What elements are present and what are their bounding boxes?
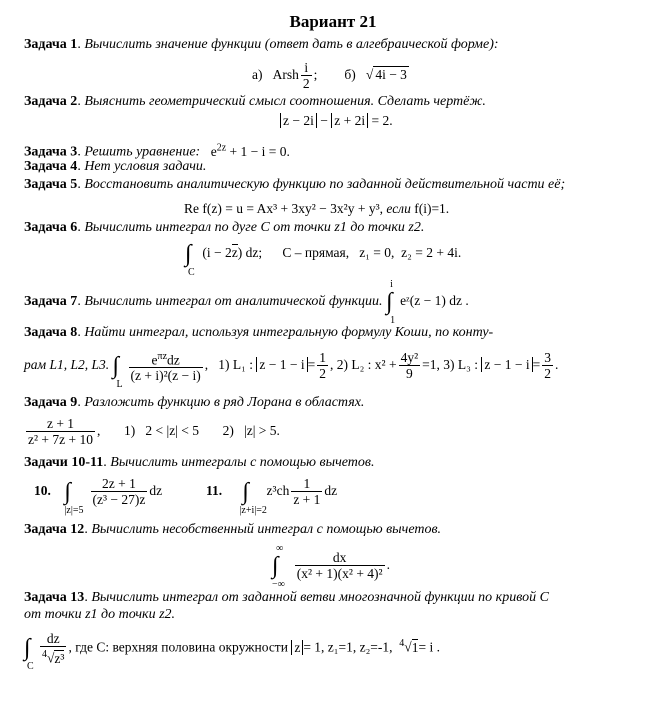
task-label: Задача 2: [24, 94, 78, 109]
task-description: Вычислить интегралы с помощью вычетов.: [110, 455, 375, 470]
task-1-heading: Задача 1. Вычислить значение функции (ответ дать в алгебраической форме):: [24, 37, 499, 52]
integral-sign: ∫ |z+i|=2: [239, 478, 267, 516]
task-9-formula: $\frac{z + 1}{\text{z² + 7z + 10}}$ , 1) 2 < |z| < 5 2) |z| > 5.: [28, 416, 280, 448]
task-12-heading: Задача 12. Вычислить несобственный интеграл с помощью вычетов.: [24, 522, 442, 537]
task-label: Задача 9: [24, 395, 78, 410]
task-label: Задача 1: [24, 37, 78, 52]
task-description: Решить уравнение:: [84, 144, 201, 160]
task-9-heading: Задача 9. Разложить функцию в ряд Лорана в областях.: [24, 395, 365, 410]
fraction: $\frac{z + 1}{\text{z² + 7z + 10}}$: [28, 416, 94, 448]
fraction: $\frac{2z + 1}{\text{(z³ − 27)z}}$: [92, 476, 146, 508]
task-7-heading: Задача 7. Вычислить интеграл от аналитической функции. ∫ i 1 eᶻ(z − 1) dz .: [24, 279, 469, 326]
fraction: $\frac{1}{2}$: [319, 350, 326, 382]
integral-sign: ∫ i 1: [386, 279, 396, 326]
task-label: Задачи 10-11: [24, 455, 104, 470]
integral-expression: ∫ i 1 eᶻ(z − 1) dz .: [386, 279, 469, 326]
task-label: Задача 6: [24, 220, 78, 235]
task-6-formula: ∫ C (i − 2z) dz; C – прямая, z₁ = 0, z₂ = 2 + 4i.: [185, 240, 462, 278]
fraction: $\frac{3}{2}$: [544, 350, 551, 382]
task-5-formula: Re f(z) = u = Ax³ + 3xy² − 3x²y + y³, если f(i)=1.: [184, 201, 450, 216]
fraction: $\frac{e^{\pi z}dz}{\text{(z + i)²(z − i)}}$: [130, 350, 201, 384]
task-3-heading: Задача 3. Решить уравнение: $e^{2z} + 1 - i = 0$.: [24, 142, 290, 160]
task-13-heading-cont: от точки z1 до точки z2.: [24, 607, 176, 622]
task-10-11-heading: Задачи 10-11. Вычислить интегралы с помощью вычетов.: [24, 455, 375, 470]
task-2-heading: Задача 2. Выяснить геометрический смысл соотношения. Сделать чертёж.: [24, 94, 486, 109]
task-label: Задача 4: [24, 159, 78, 174]
fraction: $\frac{1}{z + 1}$: [293, 476, 321, 508]
task-description: Вычислить интеграл по дуге C от точки z1 до точки z2.: [84, 220, 425, 235]
arsh-function: Arsh: [272, 67, 299, 82]
item-b-label: б): [344, 67, 356, 82]
integral-sign: ∫ ∞ −∞: [272, 542, 285, 590]
task-label: Задача 7: [24, 294, 78, 310]
fraction: $\frac{\text{4y²}}{9}$: [400, 350, 419, 382]
task-description: Выяснить геометрический смысл соотношения. Сделать чертёж.: [84, 94, 486, 109]
task-10-11-formulas: 10. ∫ |z|=5 $\frac{2z + 1}{\text{(z³ − 27)z}}$ dz 11. ∫ |z+i|=2 z³ch $\frac{1}{z + 1}$ dz: [34, 476, 338, 516]
integral-sign: ∫ C: [185, 240, 195, 278]
task-label: Задача 12: [24, 522, 85, 537]
task-8-formula: рам L1, L2, L3. ∫ L $\frac{e^{\pi z}dz}{\text{(z + i)²(z − i)}}$ , 1) L₁ : z − 1 − i = $\frac{1}{2}$ , 2) L₂ : x² + $\frac{\text{4y²}}{9}$ =1, 3) L₃ : z − 1 − i = $\frac{3}{2}$ .: [24, 350, 559, 390]
task-8-heading: Задача 8. Найти интеграл, используя интегральную формулу Коши, по конту-: [24, 325, 494, 340]
task-label: Задача 5: [24, 177, 78, 192]
task-label: Задача 8: [24, 325, 78, 340]
task-label: Задача 3: [24, 144, 78, 160]
fraction: $\frac{dz}{^4√z^3}$: [42, 631, 65, 666]
task-description: Вычислить интеграл от заданной ветви многозначной функции по кривой C: [91, 590, 549, 605]
integral-sign: ∫ C: [24, 635, 34, 673]
task-description: Вычислить несобственный интеграл с помощью вычетов.: [91, 522, 442, 537]
task-description: Разложить функцию в ряд Лорана в областях.: [84, 395, 365, 410]
task-label: Задача 13: [24, 590, 85, 605]
item-a-label: а): [252, 67, 263, 82]
square-root: √ 4i − 3: [365, 67, 407, 82]
task-2-formula: z − 2i − z + 2i = 2.: [280, 113, 393, 129]
page-title: Вариант 21: [289, 12, 377, 31]
task-4-heading: Задача 4. Нет условия задачи.: [24, 159, 207, 174]
task-13-formula: ∫ C $\frac{dz}{^4√z^3}$ , где C: верхняя половина окружности z = 1, z₁=1, z₂=-1, $^4$√1= i .: [24, 631, 440, 673]
task-12-formula: ∫ ∞ −∞ $\frac{dx}{\text{(x² + 1)(x² + 4)²}}$ .: [272, 542, 390, 590]
task-5-heading: Задача 5. Восстановить аналитическую функцию по заданной действительной части её;: [24, 177, 566, 192]
integral-sign: ∫ |z|=5: [64, 478, 84, 516]
fraction: $\frac{dx}{\text{(x² + 1)(x² + 4)²}}$: [296, 550, 383, 582]
task-description: Вычислить интеграл от аналитической функции.: [84, 294, 383, 310]
integral-sign: ∫ L: [112, 352, 123, 390]
equation: $e^{2z} + 1 - i = 0$.: [210, 142, 290, 159]
fraction: $\frac{i}{2}$: [302, 60, 310, 92]
fraction-numerator: $e^{\pi z}dz$: [129, 349, 203, 369]
task-13-heading: Задача 13. Вычислить интеграл от заданной ветви многозначной функции по кривой C: [24, 590, 549, 605]
task-description: Восстановить аналитическую функцию по заданной действительной части её;: [84, 177, 566, 192]
task-description: Вычислить значение функции (ответ дать в алгебраической форме):: [84, 37, 499, 52]
task-1-formula: а) Arsh $\frac{i}{2}$ ; б) √ 4i − 3: [252, 60, 407, 92]
task-description: Нет условия задачи.: [84, 159, 207, 174]
task-6-heading: Задача 6. Вычислить интеграл по дуге C от точки z1 до точки z2.: [24, 220, 425, 235]
task-description: Найти интеграл, используя интегральную формулу Коши, по конту-: [84, 325, 494, 340]
